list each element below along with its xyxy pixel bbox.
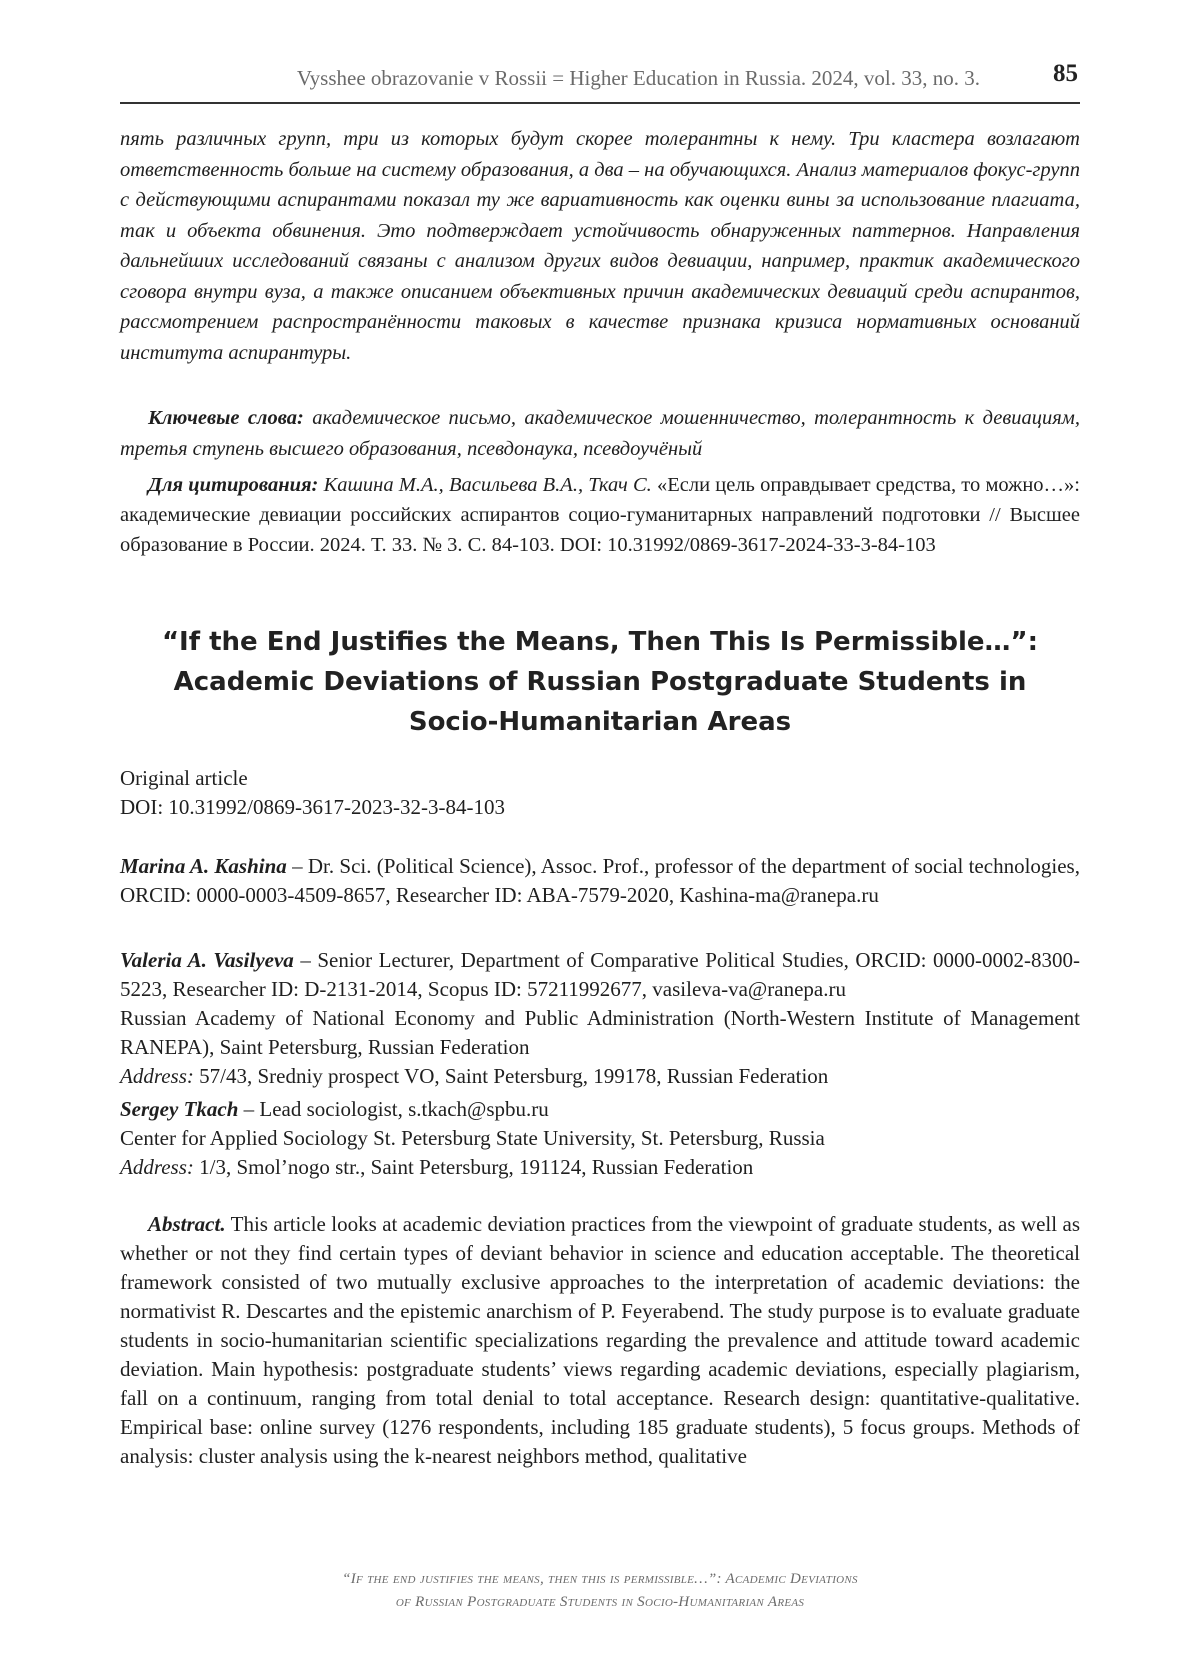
title-line: Academic Deviations of Russian Postgraduate Students in — [173, 667, 1027, 697]
running-header — [120, 60, 1080, 104]
citation-label: Для цитирования: — [148, 474, 319, 496]
keywords-text: академическое письмо, академическое мошенничество, толерантность к девиациям, третья ступень высшего образования, псевдонаука, псевдоучёный — [120, 407, 1080, 460]
citation-authors: Кашина М.А., Васильева В.А., Ткач С. — [318, 474, 652, 496]
author-details: – Senior Lecturer, Department of Comparative Political Studies, ORCID: 0000-0002-8300-5223, Researcher ID: D-2131-2014, Scopus ID: 57211992677, vasileva-va@ranepa.ru — [120, 948, 1080, 1001]
article-doi: DOI: 10.31992/0869-3617-2023-32-3-84-103 — [120, 795, 505, 819]
author-tkach — [120, 1095, 1080, 1124]
running-footer — [120, 1568, 1080, 1614]
address-spbu — [120, 1153, 1080, 1182]
page-number: 85 — [1053, 60, 1078, 87]
author-name: Marina A. Kashina — [120, 854, 287, 878]
journal-page — [120, 0, 1080, 1658]
russian-abstract-continuation: пять различных групп, три из которых будут скорее толерантны к нему. Три кластера возлагают ответственность больше на систему образования, а два – на обучающихся. Анализ материалов фокус-групп с действующими аспирантами показал ту же вариативность как оценки вины за использование плагиата, так и объекта обвинения. Это подтверждает устойчивость обнаруженных паттернов. Направления дальнейших исследований связаны с анализом других видов девиации, например, практик академического сговора внутри вуза, а также описанием объективных причин академических девиаций среди аспирантов, рассмотрением распространённости таковых в качестве признака кризиса нормативных оснований института аспирантуры. — [120, 128, 1080, 364]
abstract-label: Abstract. — [148, 1212, 226, 1236]
title-line: “If the End Justifies the Means, Then This Is Permissible…”: — [161, 627, 1039, 657]
english-abstract — [120, 1210, 1080, 1471]
affiliation-ranepa: Russian Academy of National Economy and Public Administration (North-Western Institute of Management RANEPA), Saint Petersburg, Russian Federation — [120, 1006, 1080, 1059]
address-ranepa — [120, 1062, 1080, 1091]
journal-citation-line: Vysshee obrazovanie v Rossii = Higher Education in Russia. 2024, vol. 33, no. 3. — [296, 66, 980, 90]
author-details: – Lead sociologist, s.tkach@spbu.ru — [238, 1097, 549, 1121]
author-vasilyeva — [120, 946, 1080, 1004]
citation-text: «Если цель оправдывает средства, то можно…»: академические девиации российских аспирантов социо-гуманитарных направлений подготовки // Высшее образование в России. 2024. Т. 33. № 3. С. 84-103. DOI: 10.31992/0869-3617-2024-33-3-84-103 — [120, 474, 1080, 556]
russian-keywords — [120, 403, 1080, 464]
footer-line: of Russian Postgraduate Students in Socio-Humanitarian Areas — [395, 1594, 805, 1610]
address-text: 57/43, Sredniy prospect VO, Saint Petersburg, 199178, Russian Federation — [193, 1064, 829, 1088]
author-name: Sergey Tkach — [120, 1097, 239, 1121]
footer-line: “If the end justifies the means, then this is permissible…”: Academic Deviations — [342, 1571, 858, 1587]
abstract-text: This article looks at academic deviation practices from the viewpoint of graduate students, as well as whether or not they find certain types of deviant behavior in science and education acceptable. The theoretical framework consisted of two mutually exclusive approaches to the interpretation of academic deviations: the normativist R. Descartes and the epistemic anarchism of P. Feyerabend. The study purpose is to evaluate graduate students in socio-humanitarian scientific specializations regarding the prevalence and attitude toward academic deviation. Main hypothesis: postgraduate students’ views regarding academic deviations, especially plagiarism, fall on a continuum, ranging from total denial to total acceptance. Research design: quantitative-qualitative. Empirical base: online survey (1276 respondents, including 185 graduate students), 5 focus groups. Methods of analysis: cluster analysis using the k-nearest neighbors method, qualitative — [120, 1212, 1080, 1468]
address-label: Address: — [120, 1064, 194, 1088]
keywords-label: Ключевые слова: — [148, 407, 304, 429]
article-title-english — [120, 622, 1080, 742]
affiliation-spbu: Center for Applied Sociology St. Petersburg State University, St. Petersburg, Russia — [120, 1126, 825, 1150]
address-label: Address: — [120, 1155, 194, 1179]
author-details: – Dr. Sci. (Political Science), Assoc. Prof., professor of the department of social technologies, ORCID: 0000-0003-4509-8657, Researcher ID: ABA-7579-2020, Kashina-ma@ranepa.ru — [120, 854, 1080, 907]
author-kashina — [120, 852, 1080, 910]
title-line: Socio-Humanitarian Areas — [408, 707, 792, 737]
author-name: Valeria A. Vasilyeva — [120, 948, 294, 972]
address-text: 1/3, Smol’nogo str., Saint Petersburg, 191124, Russian Federation — [193, 1155, 754, 1179]
russian-citation — [120, 470, 1080, 560]
article-type: Original article — [120, 766, 248, 790]
